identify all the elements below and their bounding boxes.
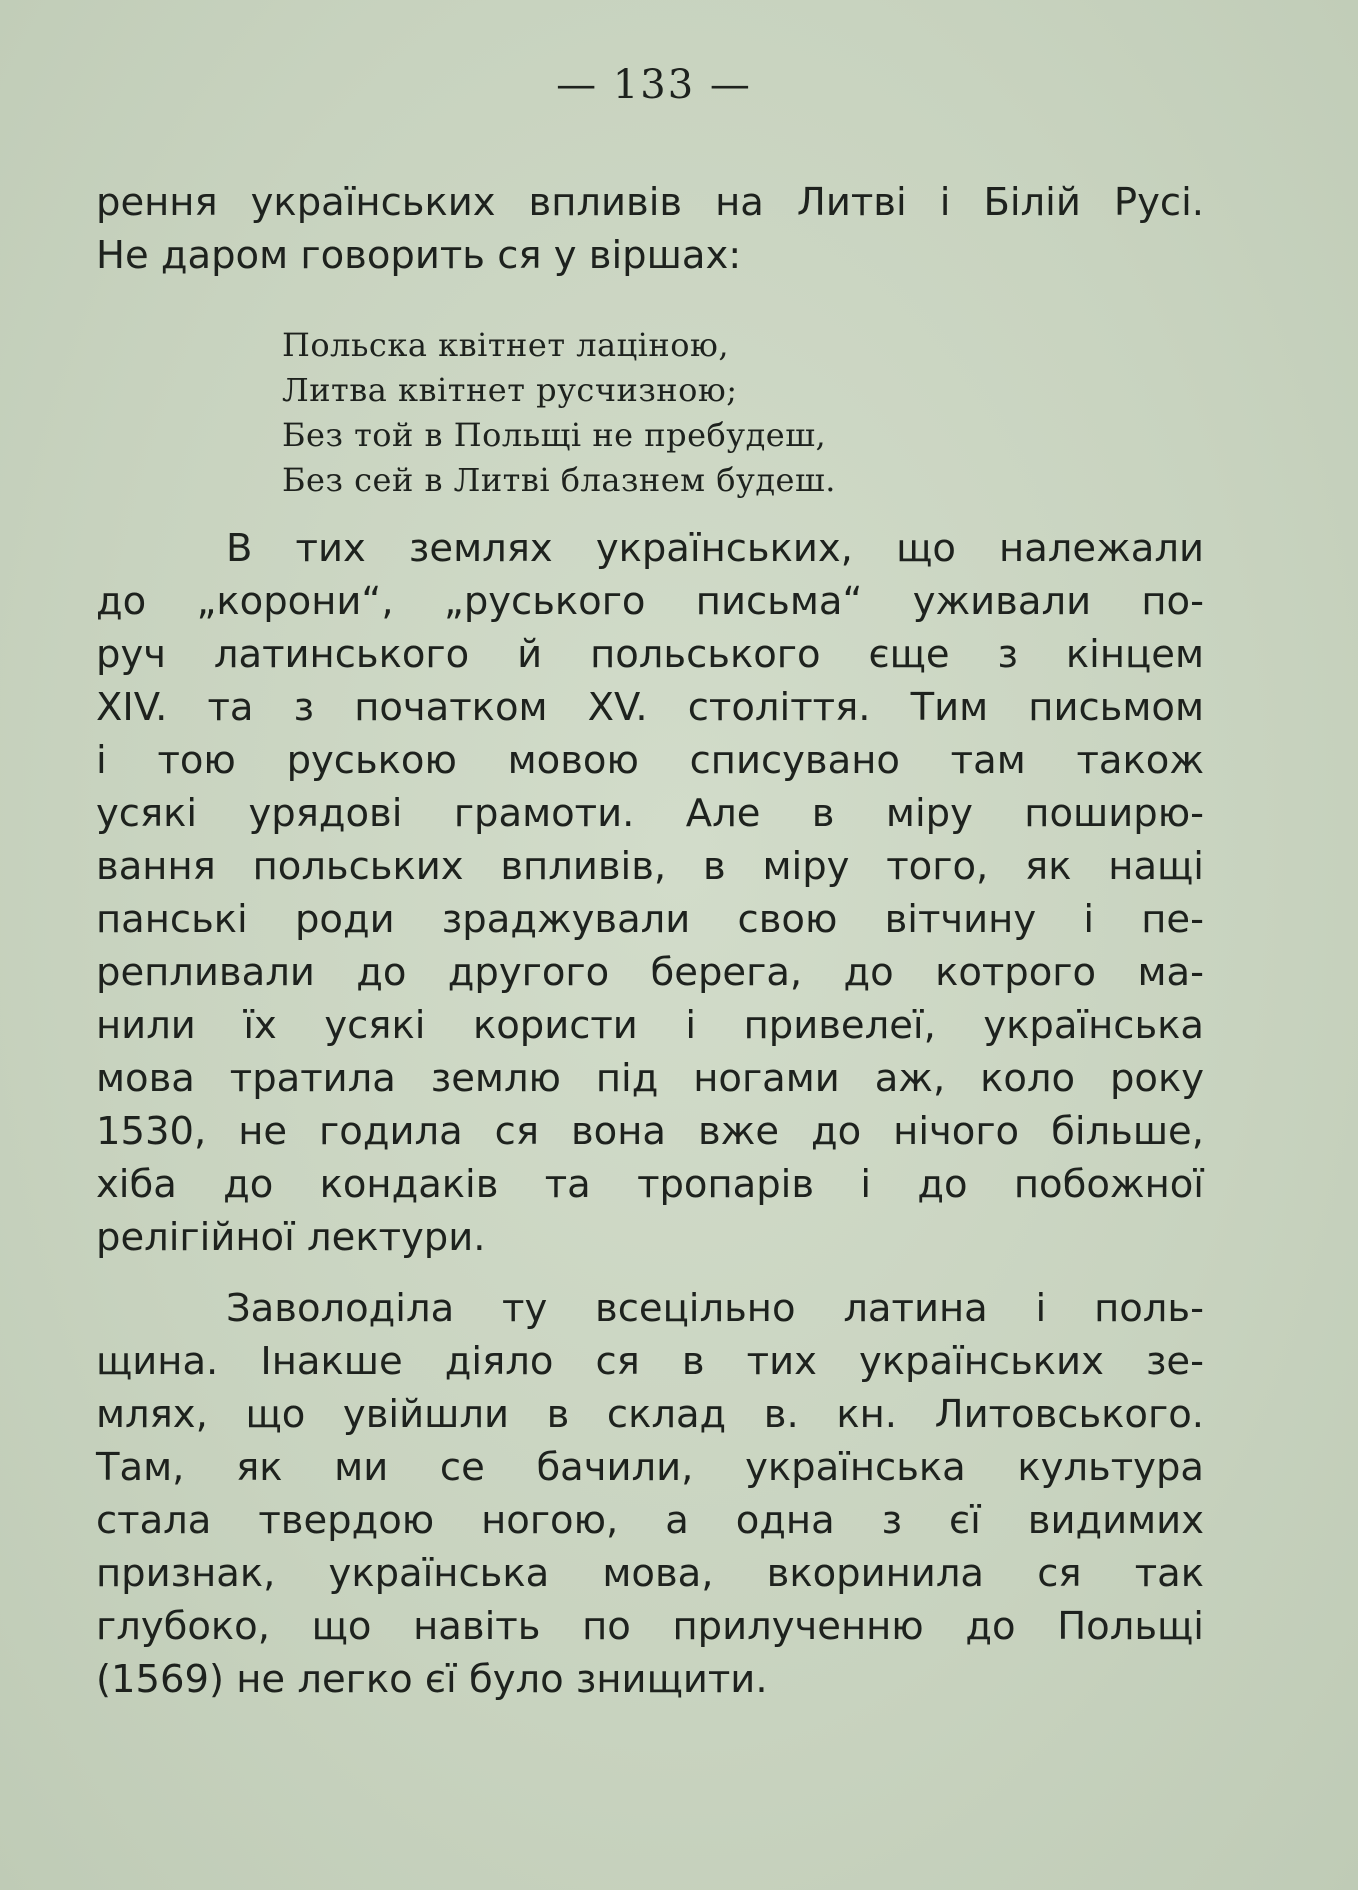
text-line: панські роди зраджували свою вітчину і пе- [96,897,1204,942]
text-line: 1530, не годила ся вона вже до нічого більше, [96,1109,1204,1154]
text-line: мова тратила землю під ногами аж, коло року [96,1056,1204,1101]
text-line: признак, українська мова, вкоринила ся так [96,1551,1204,1596]
text-line: усякі урядові грамоти. Але в міру поширю- [96,791,1204,836]
text-line: репливали до другого берега, до котрого ма- [96,950,1204,995]
verse-quote [282,323,836,503]
text-line: В тих землях українських, що належали [226,526,1204,571]
page-number: — 133 — [556,62,752,108]
text-line: Заволоділа ту всецільно латина і поль- [226,1286,1204,1331]
text-line: XIV. та з початком XV. століття. Тим письмом [96,685,1204,730]
text-line: щина. Інакше діяло ся в тих українських зе- [96,1339,1204,1384]
text-line: хіба до кондаків та тропарів і до побожної [96,1162,1204,1207]
text-line: рення українських впливів на Литві і Білій Русі. [96,180,1204,225]
text-line: млях, що увійшли в склад в. кн. Литовського. [96,1392,1204,1437]
text-line: руч латинського й польського єще з кінцем [96,632,1204,677]
text-line: глубоко, що навіть по прилученню до Польщі [96,1604,1204,1649]
text-line: і тою руською мовою списувано там також [96,738,1204,783]
verse-line: Польска квітнет лаціною, [282,326,730,364]
text-line: релігійної лектури. [96,1215,486,1260]
text-line: Не даром говорить ся у віршах: [96,233,742,278]
verse-line: Без сей в Литві блазнем будеш. [282,461,836,499]
text-line: (1569) не легко єї було знищити. [96,1657,768,1702]
text-line: нили їх усякі користи і привелеї, українська [96,1003,1204,1048]
paragraph-1 [96,522,1204,1264]
text-line: стала твердою ногою, а одна з єї видимих [96,1498,1204,1543]
paragraph-2 [96,1282,1204,1706]
intro-paragraph [96,176,1204,282]
verse-line: Без той в Польщі не пребудеш, [282,416,827,454]
text-line: Там, як ми се бачили, українська культура [96,1445,1204,1490]
text-line: до „корони“, „руського письма“ уживали по- [96,579,1204,624]
verse-line: Литва квітнет русчизною; [282,371,738,409]
text-line: вання польських впливів, в міру того, як нащі [96,844,1204,889]
